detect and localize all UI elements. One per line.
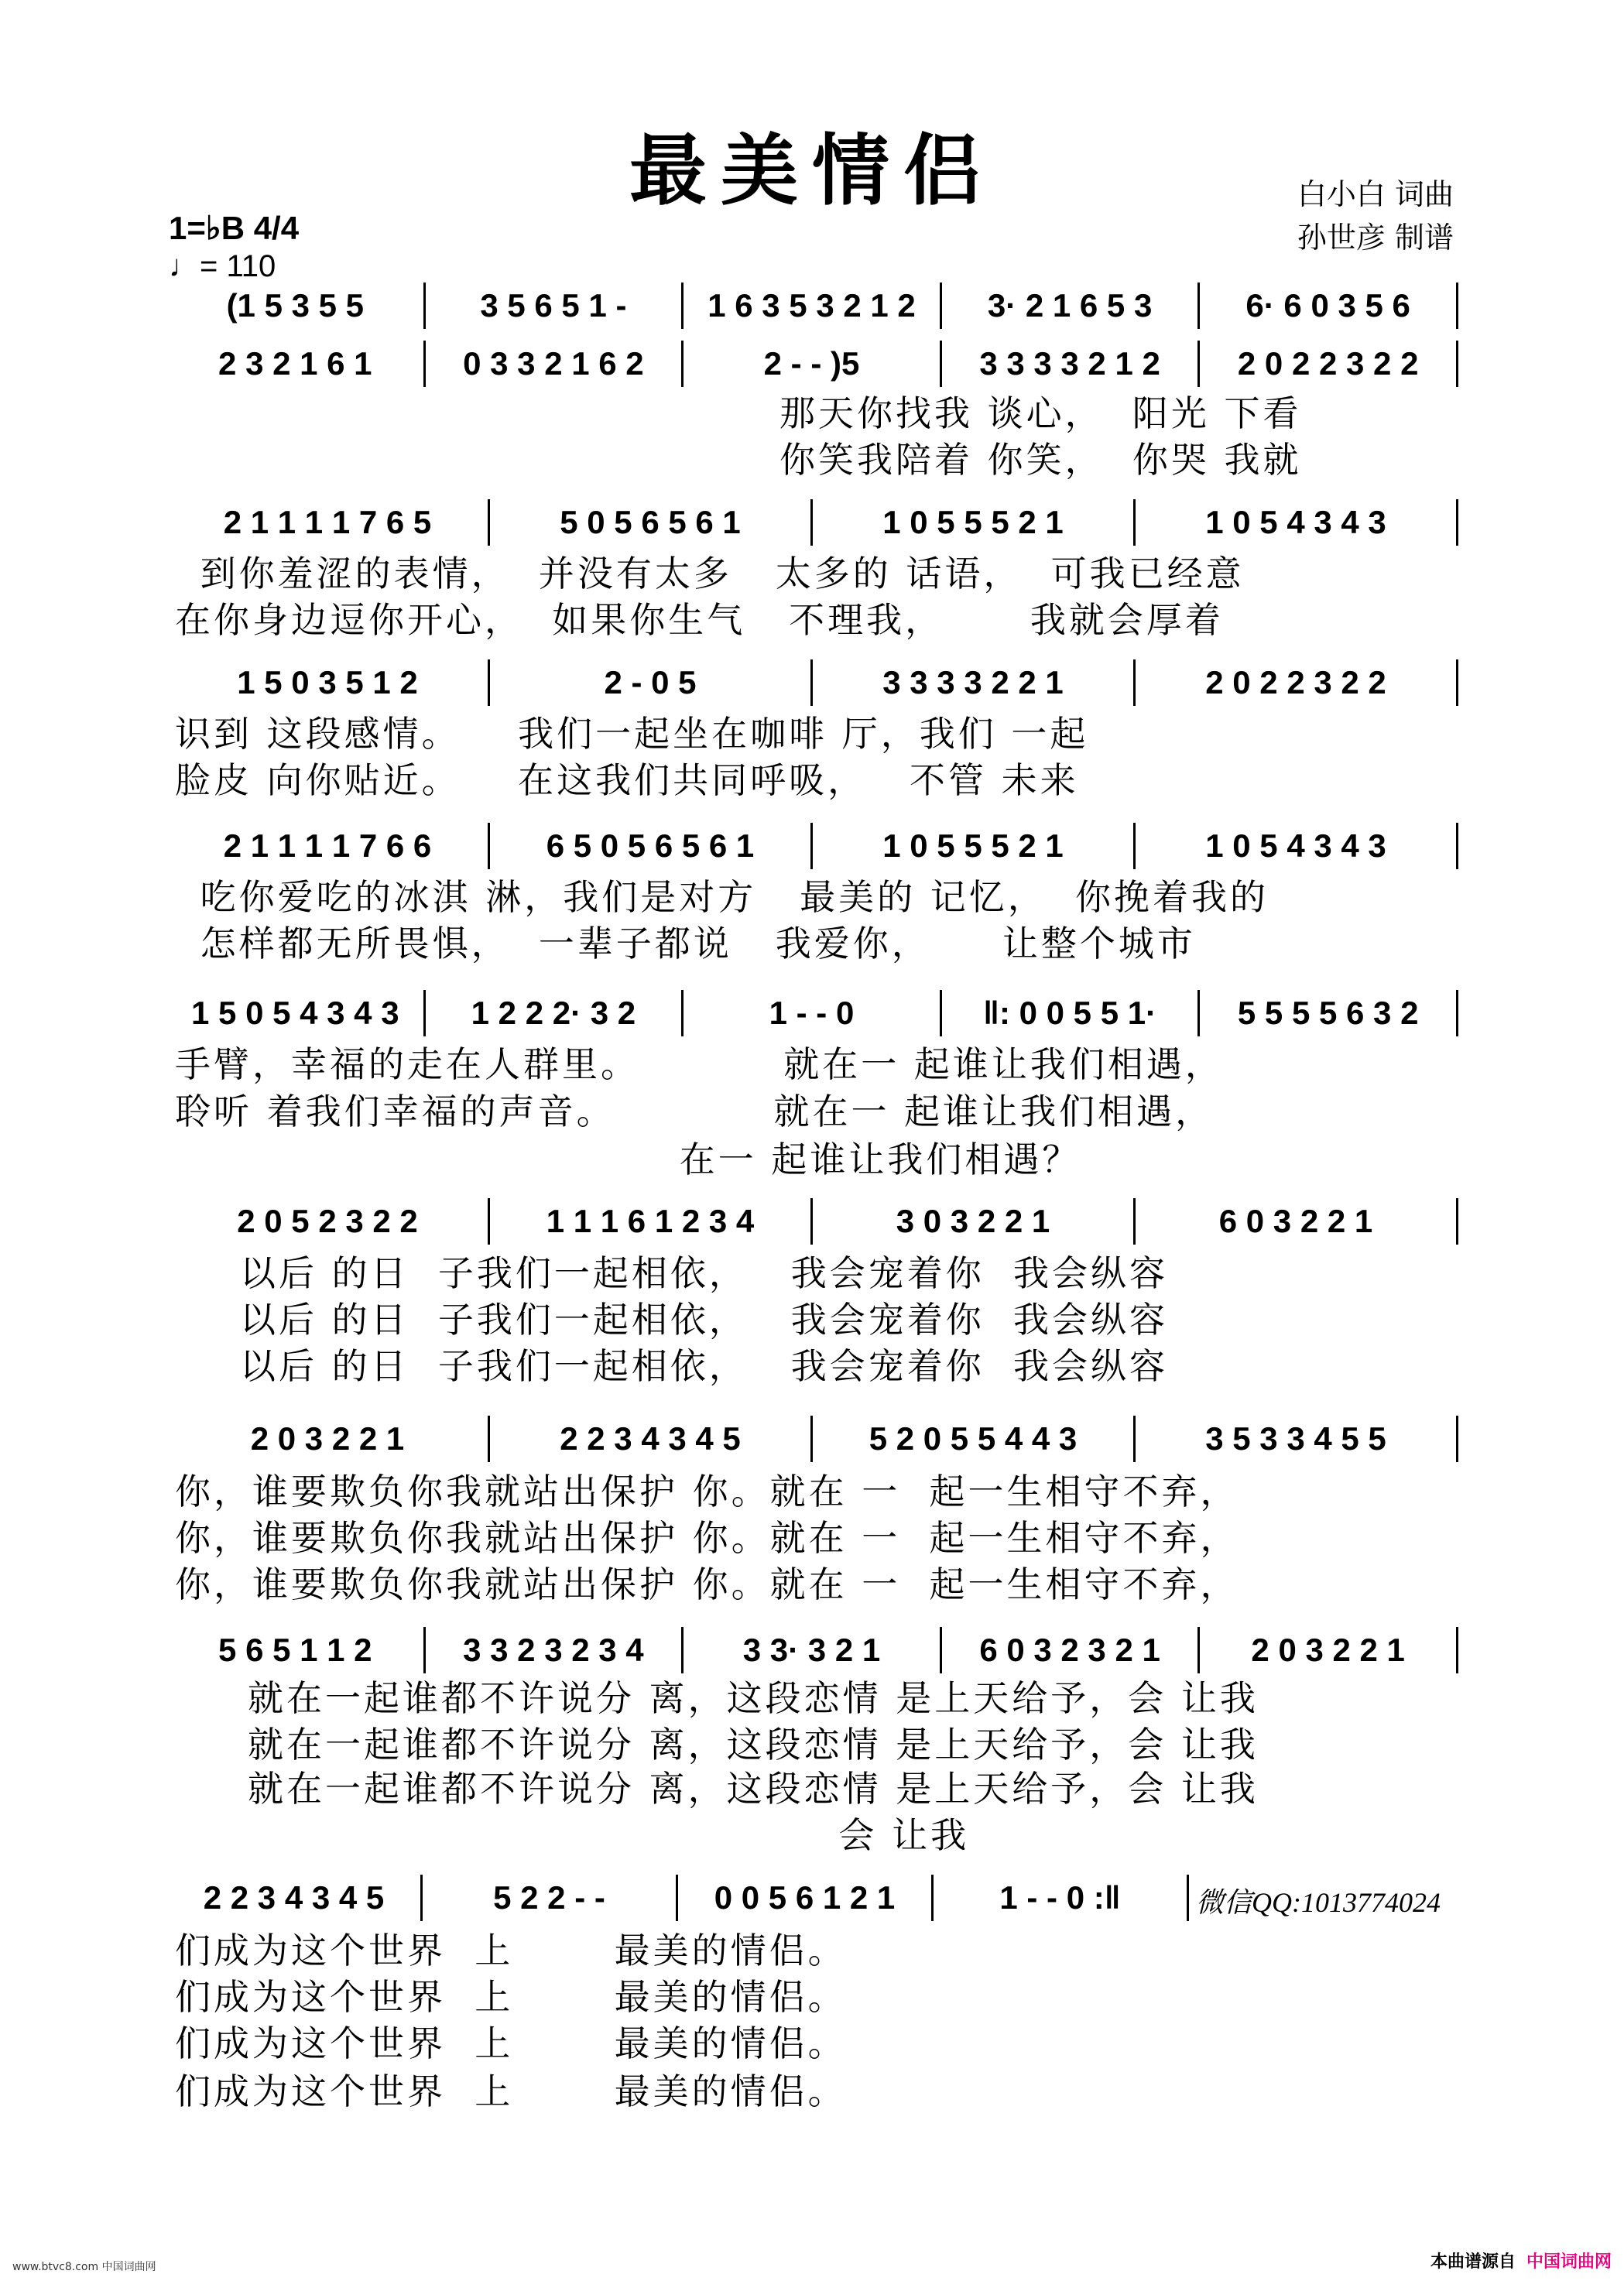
measure: 1 2 2 2· 3 2 [426,990,684,1036]
lyric-line: 到你羞涩的表情， 并没有太多 太多的 话语， 可我已经意 [186,553,1245,594]
lyricist-composer: 白小白 词曲 [1297,177,1454,211]
measure: 1 0 5 4 3 4 3 [1136,499,1458,546]
transcriber: 孙世彦 制谱 [1297,221,1454,255]
lyric-line: 那天你找我 谈心， 阳光 下看 [779,392,1302,434]
notation-row [167,990,1458,1036]
measure: 1 1 1 6 1 2 3 4 [490,1198,813,1245]
measure: 0 0 5 6 1 2 1 [678,1875,934,1921]
measure: 3 3· 3 2 1 [684,1627,942,1673]
measure: 1 5 0 5 4 3 4 3 [167,990,426,1036]
measure: 3 5 6 5 1 - [426,283,684,329]
tempo-marking: ♩= 110 [169,249,276,283]
measure: 2 0 5 2 3 2 2 [167,1198,490,1245]
measure: 3 3 2 3 2 3 4 [426,1627,684,1673]
lyric-line: 你，谁要欺负你我就站出保护 你。就在 一 起一生相守不弃， [175,1471,1239,1512]
lyric-line: 们成为这个世界 上 最美的情侣。 [175,2022,847,2064]
lyric-line: 会 让我 [248,1814,970,1856]
notation-row [167,1198,1458,1245]
footer-source-prefix: 本曲谱源自 [1430,2252,1516,2272]
lyric-line: 你，谁要欺负你我就站出保护 你。就在 一 起一生相守不弃， [175,1563,1239,1605]
measure: 2 0 2 2 3 2 2 [1136,659,1458,706]
lyric-line: 就在一起谁都不许说分 离，这段恋情 是上天给予，会 让我 [248,1724,1259,1766]
lyric-line: 们成为这个世界 上 最美的情侣。 [175,1930,847,1971]
measure: 2 2 3 4 3 4 5 [490,1416,813,1462]
measure: 6 0 3 2 2 1 [1136,1198,1458,1245]
measure: 5 2 0 5 5 4 4 3 [813,1416,1136,1462]
measure: 0 3 3 2 1 6 2 [426,341,684,387]
measure: 5 0 5 6 5 6 1 [490,499,813,546]
measure: 6· 6 0 3 5 6 [1200,283,1458,329]
measure: 5 5 5 5 6 3 2 [1200,990,1458,1036]
lyric-line: 们成为这个世界 上 最美的情侣。 [175,1976,847,2018]
measure: ‖: 0 0 5 5 1· [942,990,1201,1036]
measure: 1 - - 0 [684,990,942,1036]
measure: 6 5 0 5 6 5 6 1 [490,823,813,869]
lyric-line: 你笑我陪着 你笑， 你哭 我就 [779,439,1302,481]
measure: 5 2 2 - - [423,1875,678,1921]
measure: 1 0 5 4 3 4 3 [1136,823,1458,869]
measure: 2 - 0 5 [490,659,813,706]
lyric-line: 你，谁要欺负你我就站出保护 你。就在 一 起一生相守不弃， [175,1517,1239,1559]
song-title: 最美情侣 [629,125,995,216]
lyric-line: 在一 起谁让我们相遇？ [175,1139,1081,1180]
notation-row [167,283,1458,329]
wechat-contact: 微信QQ:1013774024 [1196,1887,1441,1918]
measure: 3· 2 1 6 5 3 [942,283,1201,329]
measure: 1 6 3 5 3 2 1 2 [684,283,942,329]
measure: 2 - - )5 [684,341,942,387]
lyric-line: 吃你爱吃的冰淇 淋，我们是对方 最美的 记忆， 你挽着我的 [186,876,1269,918]
measure: 2 0 2 2 3 2 2 [1200,341,1458,387]
measure: (1 5 3 5 5 [167,283,426,329]
measure: 1 0 5 5 5 2 1 [813,499,1136,546]
lyric-line: 怎样都无所畏惧， 一辈子都说 我爱你， 让整个城市 [186,923,1196,964]
measure: 3 3 3 3 2 2 1 [813,659,1136,706]
lyric-line: 就在一起谁都不许说分 离，这段恋情 是上天给予，会 让我 [248,1768,1259,1810]
measure: 2 1 1 1 1 7 6 5 [167,499,490,546]
lyric-line: 就在一起谁都不许说分 离，这段恋情 是上天给予，会 让我 [248,1677,1259,1719]
notation-row [167,823,1458,869]
lyric-line: 以后 的日 子我们一起相依， 我会宠着你 我会纵容 [240,1252,1168,1294]
footer-site: www.btvc8.com 中国词曲网 [12,2261,156,2273]
footer-source [1430,2248,1612,2272]
key-signature: 1=♭B 4/4 [169,210,300,246]
measure: 1 5 0 3 5 1 2 [167,659,490,706]
notation-row [167,341,1458,387]
notation-row [167,499,1458,546]
lyric-line: 在你身边逗你开心， 如果你生气 不理我， 我就会厚着 [175,599,1224,641]
notation-row [167,1416,1458,1462]
measure: 2 0 3 2 2 1 [167,1416,490,1462]
lyric-line: 手臂，幸福的走在人群里。 就在一 起谁让我们相遇， [175,1043,1224,1085]
lyric-line: 识到 这段感情。 我们一起坐在咖啡 厅，我们 一起 [175,713,1089,755]
lyric-line: 以后 的日 子我们一起相依， 我会宠着你 我会纵容 [240,1345,1168,1387]
lyric-line: 们成为这个世界 上 最美的情侣。 [175,2070,847,2112]
measure: 2 0 3 2 2 1 [1200,1627,1458,1673]
lyric-line: 聆听 着我们幸福的声音。 就在一 起谁让我们相遇， [175,1091,1215,1132]
lyric-line: 以后 的日 子我们一起相依， 我会宠着你 我会纵容 [240,1299,1168,1341]
measure: 5 6 5 1 1 2 [167,1627,426,1673]
notation-row [167,1875,1189,1921]
measure: 6 0 3 2 3 2 1 [942,1627,1201,1673]
notation-row [167,1627,1458,1673]
measure: 1 0 5 5 5 2 1 [813,823,1136,869]
measure: 2 3 2 1 6 1 [167,341,426,387]
measure: 2 1 1 1 1 7 6 6 [167,823,490,869]
measure: 2 2 3 4 3 4 5 [167,1875,423,1921]
measure: 3 5 3 3 4 5 5 [1136,1416,1458,1462]
measure: 1 - - 0 :‖ [934,1875,1189,1921]
footer-brand: 中国词曲网 [1526,2252,1612,2272]
measure: 3 3 3 3 2 1 2 [942,341,1201,387]
measure: 3 0 3 2 2 1 [813,1198,1136,1245]
notation-row [167,659,1458,706]
lyric-line: 脸皮 向你贴近。 在这我们共同呼吸， 不管 未来 [175,759,1079,801]
